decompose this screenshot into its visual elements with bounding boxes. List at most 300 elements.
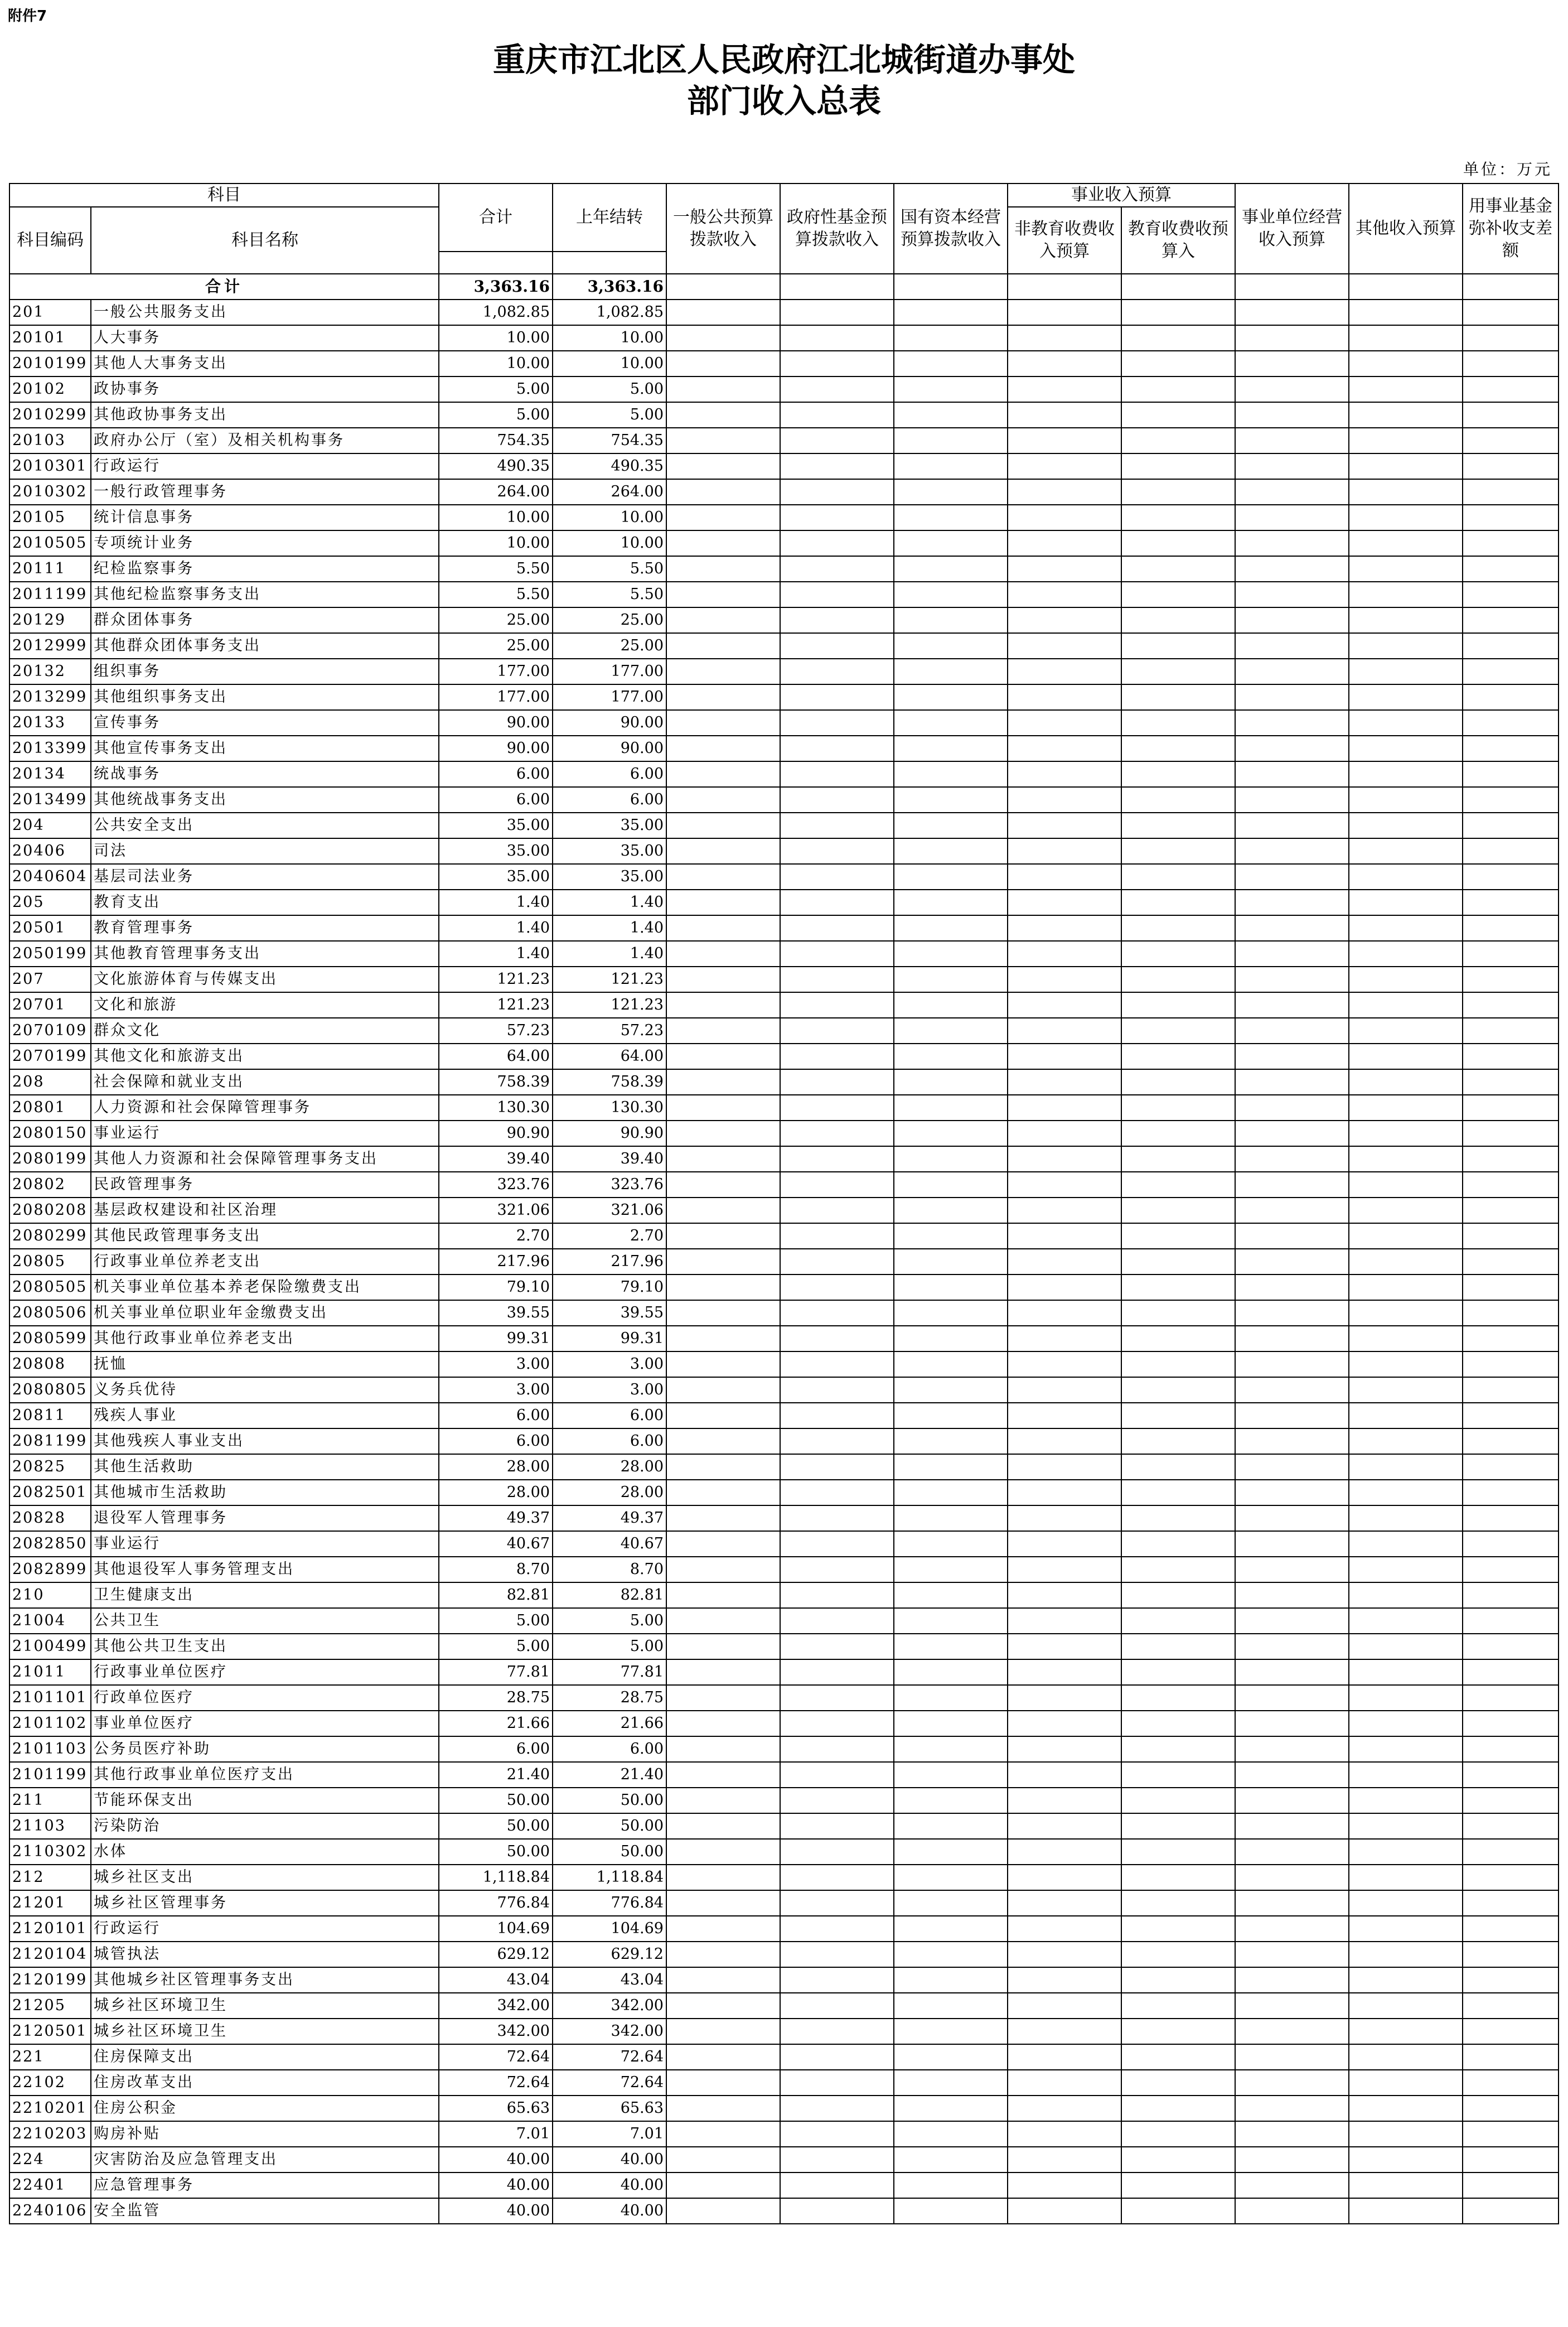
empty-cell	[1463, 1942, 1559, 1967]
empty-cell	[1463, 2019, 1559, 2044]
row-carryover: 90.00	[553, 710, 666, 736]
empty-cell	[1349, 1736, 1463, 1762]
row-total: 342.00	[439, 1993, 553, 2019]
empty-cell	[1349, 556, 1463, 582]
row-total: 3.00	[439, 1351, 553, 1377]
empty-cell	[1121, 864, 1235, 890]
empty-cell	[1349, 1121, 1463, 1146]
empty-cell	[1235, 607, 1349, 633]
row-name: 其他城市生活救助	[91, 1480, 439, 1505]
empty-cell	[1235, 787, 1349, 813]
row-name: 其他文化和旅游支出	[91, 1044, 439, 1069]
empty-cell	[1121, 1018, 1235, 1044]
empty-cell	[1349, 1095, 1463, 1121]
empty-cell	[1463, 915, 1559, 941]
empty-cell	[1235, 402, 1349, 428]
empty-cell	[894, 1685, 1008, 1711]
row-code: 2100499	[9, 1634, 91, 1659]
header-edu: 教育收费收预算入	[1121, 207, 1235, 274]
empty-cell	[1349, 1044, 1463, 1069]
empty-cell	[1235, 1249, 1349, 1274]
row-carryover: 82.81	[553, 1582, 666, 1608]
row-total: 28.00	[439, 1480, 553, 1505]
empty-cell	[1349, 941, 1463, 967]
table-row	[9, 607, 1559, 633]
empty-cell	[780, 1942, 894, 1967]
table-row	[9, 736, 1559, 761]
empty-cell	[780, 864, 894, 890]
row-name: 纪检监察事务	[91, 556, 439, 582]
empty-cell	[1121, 633, 1235, 659]
empty-cell	[780, 556, 894, 582]
row-carryover: 177.00	[553, 684, 666, 710]
empty-cell	[1463, 1428, 1559, 1454]
table-row	[9, 1044, 1559, 1069]
row-name: 公共卫生	[91, 1608, 439, 1634]
row-code: 2040604	[9, 864, 91, 890]
empty-cell	[1349, 1403, 1463, 1428]
empty-cell	[1349, 710, 1463, 736]
row-name: 义务兵优待	[91, 1377, 439, 1403]
empty-cell	[780, 1403, 894, 1428]
row-carryover: 6.00	[553, 1403, 666, 1428]
empty-cell	[894, 1634, 1008, 1659]
empty-cell	[1008, 787, 1121, 813]
empty-cell	[1235, 710, 1349, 736]
empty-cell	[1121, 2019, 1235, 2044]
row-total: 321.06	[439, 1198, 553, 1223]
empty-cell	[1235, 1582, 1349, 1608]
empty-cell	[1349, 761, 1463, 787]
empty-cell	[1349, 2147, 1463, 2172]
empty-cell	[894, 838, 1008, 864]
empty-cell	[1463, 1403, 1559, 1428]
empty-cell	[1121, 684, 1235, 710]
empty-cell	[894, 1018, 1008, 1044]
empty-cell	[894, 915, 1008, 941]
empty-cell	[666, 2096, 780, 2121]
row-name: 人大事务	[91, 325, 439, 351]
row-carryover: 754.35	[553, 428, 666, 453]
empty-cell	[1008, 1711, 1121, 1736]
empty-cell	[1463, 1916, 1559, 1942]
empty-cell	[666, 2172, 780, 2198]
empty-cell	[666, 1762, 780, 1788]
income-summary-table	[9, 183, 1559, 2224]
empty-cell	[894, 633, 1008, 659]
table-row	[9, 1736, 1559, 1762]
row-carryover: 39.55	[553, 1300, 666, 1326]
row-carryover: 7.01	[553, 2121, 666, 2147]
empty-cell	[1121, 1736, 1235, 1762]
empty-cell	[666, 1480, 780, 1505]
table-row	[9, 1351, 1559, 1377]
row-name: 污染防治	[91, 1813, 439, 1839]
empty-cell	[1235, 1326, 1349, 1351]
empty-cell	[1121, 1172, 1235, 1198]
empty-cell	[894, 1916, 1008, 1942]
row-code: 20101	[9, 325, 91, 351]
empty-cell	[1235, 2019, 1349, 2044]
empty-cell	[666, 607, 780, 633]
empty-cell	[780, 274, 894, 300]
empty-cell	[780, 992, 894, 1018]
row-code: 2080506	[9, 1300, 91, 1326]
empty-cell	[1463, 838, 1559, 864]
empty-cell	[1235, 2147, 1349, 2172]
empty-cell	[1235, 2121, 1349, 2147]
empty-cell	[666, 1095, 780, 1121]
empty-cell	[894, 941, 1008, 967]
header-state-capital: 国有资本经营预算拨款收入	[894, 184, 1008, 274]
row-total: 1.40	[439, 915, 553, 941]
table-row	[9, 2044, 1559, 2070]
empty-cell	[1008, 890, 1121, 915]
empty-cell	[1121, 1403, 1235, 1428]
row-carryover: 5.00	[553, 402, 666, 428]
row-total: 28.00	[439, 1454, 553, 1480]
empty-cell	[1235, 838, 1349, 864]
empty-cell	[894, 479, 1008, 505]
row-name: 统战事务	[91, 761, 439, 787]
row-carryover: 629.12	[553, 1942, 666, 1967]
empty-cell	[666, 1788, 780, 1813]
empty-cell	[780, 1326, 894, 1351]
row-total: 104.69	[439, 1916, 553, 1942]
empty-cell	[1121, 1069, 1235, 1095]
table-row	[9, 2198, 1559, 2224]
empty-cell	[780, 1865, 894, 1890]
empty-cell	[1121, 1634, 1235, 1659]
empty-cell	[1008, 1942, 1121, 1967]
empty-cell	[666, 2198, 780, 2224]
empty-cell	[780, 505, 894, 530]
empty-cell	[1235, 915, 1349, 941]
empty-cell	[1008, 1044, 1121, 1069]
row-carryover: 776.84	[553, 1890, 666, 1916]
row-total: 1,118.84	[439, 1865, 553, 1890]
row-name: 其他民政管理事务支出	[91, 1223, 439, 1249]
empty-cell	[1349, 300, 1463, 325]
empty-cell	[1349, 1993, 1463, 2019]
empty-cell	[1008, 838, 1121, 864]
empty-cell	[1349, 915, 1463, 941]
empty-cell	[666, 582, 780, 607]
empty-cell	[1463, 1659, 1559, 1685]
empty-cell	[1008, 1428, 1121, 1454]
row-total: 121.23	[439, 992, 553, 1018]
empty-cell	[1008, 1557, 1121, 1582]
empty-cell	[780, 1198, 894, 1223]
empty-cell	[894, 967, 1008, 992]
row-carryover: 3.00	[553, 1351, 666, 1377]
row-code: 20808	[9, 1351, 91, 1377]
row-code: 20132	[9, 659, 91, 684]
empty-cell	[1008, 1608, 1121, 1634]
empty-cell	[894, 710, 1008, 736]
empty-cell	[1008, 1300, 1121, 1326]
empty-cell	[1008, 1839, 1121, 1865]
empty-cell	[666, 1634, 780, 1659]
empty-cell	[1235, 1659, 1349, 1685]
empty-cell	[1463, 1711, 1559, 1736]
empty-cell	[666, 1582, 780, 1608]
total-label: 合计	[9, 274, 439, 300]
empty-cell	[894, 787, 1008, 813]
empty-cell	[1121, 505, 1235, 530]
empty-cell	[1463, 376, 1559, 402]
empty-cell	[894, 1069, 1008, 1095]
row-total: 72.64	[439, 2070, 553, 2096]
table-row	[9, 890, 1559, 915]
row-code: 221	[9, 2044, 91, 2070]
row-carryover: 21.40	[553, 1762, 666, 1788]
row-name: 文化旅游体育与传媒支出	[91, 967, 439, 992]
row-name: 城乡社区支出	[91, 1865, 439, 1890]
row-total: 10.00	[439, 325, 553, 351]
empty-cell	[1121, 2070, 1235, 2096]
empty-cell	[780, 351, 894, 376]
empty-cell	[666, 761, 780, 787]
empty-cell	[780, 967, 894, 992]
empty-cell	[894, 1993, 1008, 2019]
row-code: 2240106	[9, 2198, 91, 2224]
row-carryover: 72.64	[553, 2044, 666, 2070]
empty-cell	[666, 1531, 780, 1557]
empty-cell	[780, 2070, 894, 2096]
empty-cell	[1008, 1198, 1121, 1223]
row-code: 2120101	[9, 1916, 91, 1942]
empty-cell	[1235, 1685, 1349, 1711]
empty-cell	[1463, 1300, 1559, 1326]
empty-cell	[666, 710, 780, 736]
row-carryover: 50.00	[553, 1813, 666, 1839]
empty-cell	[666, 2147, 780, 2172]
header-other: 其他收入预算	[1349, 184, 1463, 274]
row-carryover: 79.10	[553, 1274, 666, 1300]
empty-cell	[780, 1993, 894, 2019]
empty-cell	[1349, 1249, 1463, 1274]
empty-cell	[894, 1300, 1008, 1326]
row-total: 65.63	[439, 2096, 553, 2121]
row-carryover: 130.30	[553, 1095, 666, 1121]
row-carryover: 342.00	[553, 2019, 666, 2044]
empty-cell	[666, 1890, 780, 1916]
empty-cell	[1349, 1480, 1463, 1505]
row-name: 一般公共服务支出	[91, 300, 439, 325]
empty-cell	[780, 761, 894, 787]
row-total: 90.90	[439, 1121, 553, 1146]
empty-cell	[1121, 813, 1235, 838]
empty-cell	[1235, 1454, 1349, 1480]
empty-cell	[666, 1121, 780, 1146]
empty-cell	[666, 1916, 780, 1942]
row-total: 130.30	[439, 1095, 553, 1121]
empty-cell	[666, 351, 780, 376]
table-row	[9, 1659, 1559, 1685]
empty-cell	[780, 1223, 894, 1249]
row-total: 40.00	[439, 2147, 553, 2172]
empty-cell	[666, 1069, 780, 1095]
row-total: 323.76	[439, 1172, 553, 1198]
empty-cell	[1121, 1916, 1235, 1942]
empty-cell	[1121, 736, 1235, 761]
row-name: 行政事业单位医疗	[91, 1659, 439, 1685]
empty-cell	[1235, 659, 1349, 684]
empty-cell	[1235, 1557, 1349, 1582]
row-name: 专项统计业务	[91, 530, 439, 556]
table-row	[9, 556, 1559, 582]
row-code: 21103	[9, 1813, 91, 1839]
empty-cell	[1349, 1711, 1463, 1736]
empty-cell	[1463, 1762, 1559, 1788]
row-name: 民政管理事务	[91, 1172, 439, 1198]
empty-cell	[1235, 1865, 1349, 1890]
empty-cell	[1235, 1788, 1349, 1813]
empty-cell	[1463, 1198, 1559, 1223]
empty-cell	[1008, 607, 1121, 633]
row-total: 77.81	[439, 1659, 553, 1685]
header-carryover: 上年结转	[553, 184, 666, 252]
empty-cell	[1121, 351, 1235, 376]
empty-cell	[780, 300, 894, 325]
empty-cell	[1008, 1326, 1121, 1351]
row-name: 抚恤	[91, 1351, 439, 1377]
empty-cell	[1463, 710, 1559, 736]
empty-cell	[1121, 1531, 1235, 1557]
empty-cell	[1121, 2198, 1235, 2224]
empty-cell	[666, 659, 780, 684]
table-row	[9, 351, 1559, 376]
row-code: 2080199	[9, 1146, 91, 1172]
empty-cell	[780, 1172, 894, 1198]
empty-cell	[1463, 2121, 1559, 2147]
empty-cell	[780, 1454, 894, 1480]
empty-cell	[1008, 864, 1121, 890]
row-code: 2101102	[9, 1711, 91, 1736]
row-total: 776.84	[439, 1890, 553, 1916]
empty-cell	[1463, 582, 1559, 607]
row-total: 1,082.85	[439, 300, 553, 325]
empty-cell	[1008, 1531, 1121, 1557]
row-total: 21.40	[439, 1762, 553, 1788]
empty-cell	[894, 2147, 1008, 2172]
row-total: 6.00	[439, 1428, 553, 1454]
empty-cell	[780, 941, 894, 967]
empty-cell	[666, 1659, 780, 1685]
row-code: 2210203	[9, 2121, 91, 2147]
row-total: 64.00	[439, 1044, 553, 1069]
empty-cell	[666, 2121, 780, 2147]
empty-cell	[1008, 633, 1121, 659]
row-carryover: 49.37	[553, 1505, 666, 1531]
row-carryover: 35.00	[553, 838, 666, 864]
row-code: 21205	[9, 1993, 91, 2019]
table-row	[9, 376, 1559, 402]
table-row	[9, 1557, 1559, 1582]
empty-cell	[1235, 813, 1349, 838]
row-name: 其他宣传事务支出	[91, 736, 439, 761]
row-total: 40.00	[439, 2172, 553, 2198]
empty-cell	[1008, 2172, 1121, 2198]
empty-cell	[1121, 1685, 1235, 1711]
row-code: 20134	[9, 761, 91, 787]
table-row	[9, 2121, 1559, 2147]
row-name: 群众团体事务	[91, 607, 439, 633]
row-code: 20111	[9, 556, 91, 582]
empty-cell	[1235, 274, 1349, 300]
row-name: 司法	[91, 838, 439, 864]
row-code: 2082899	[9, 1557, 91, 1582]
table-row	[9, 992, 1559, 1018]
empty-cell	[1008, 684, 1121, 710]
row-name: 节能环保支出	[91, 1788, 439, 1813]
row-carryover: 217.96	[553, 1249, 666, 1274]
empty-cell	[1008, 325, 1121, 351]
row-code: 2080505	[9, 1274, 91, 1300]
row-code: 2013499	[9, 787, 91, 813]
empty-cell	[1008, 1634, 1121, 1659]
table-row	[9, 1993, 1559, 2019]
row-name: 组织事务	[91, 659, 439, 684]
empty-cell	[1463, 2198, 1559, 2224]
empty-cell	[1463, 992, 1559, 1018]
row-code: 2210201	[9, 2096, 91, 2121]
row-code: 22401	[9, 2172, 91, 2198]
row-name: 行政事业单位养老支出	[91, 1249, 439, 1274]
empty-cell	[894, 453, 1008, 479]
table-row	[9, 1582, 1559, 1608]
table-row	[9, 1018, 1559, 1044]
empty-cell	[1008, 556, 1121, 582]
empty-cell	[1008, 967, 1121, 992]
empty-cell	[894, 659, 1008, 684]
row-total: 217.96	[439, 1249, 553, 1274]
empty-cell	[1235, 1172, 1349, 1198]
empty-cell	[780, 1377, 894, 1403]
empty-cell	[1008, 2147, 1121, 2172]
empty-cell	[1463, 1018, 1559, 1044]
empty-cell	[1008, 1967, 1121, 1993]
empty-cell	[894, 1146, 1008, 1172]
empty-cell	[894, 2096, 1008, 2121]
empty-cell	[1463, 1044, 1559, 1069]
row-carryover: 40.00	[553, 2147, 666, 2172]
row-code: 22102	[9, 2070, 91, 2096]
empty-cell	[1008, 1685, 1121, 1711]
row-code: 205	[9, 890, 91, 915]
empty-cell	[1349, 2044, 1463, 2070]
empty-cell	[1235, 582, 1349, 607]
row-code: 201	[9, 300, 91, 325]
empty-cell	[1121, 967, 1235, 992]
empty-cell	[1008, 1223, 1121, 1249]
empty-cell	[780, 2198, 894, 2224]
empty-cell	[894, 376, 1008, 402]
empty-cell	[1463, 1531, 1559, 1557]
row-code: 2013399	[9, 736, 91, 761]
empty-cell	[1349, 1454, 1463, 1480]
empty-cell	[780, 659, 894, 684]
empty-cell	[1235, 864, 1349, 890]
empty-cell	[1121, 710, 1235, 736]
table-row	[9, 1198, 1559, 1223]
table-row	[9, 428, 1559, 453]
empty-cell	[666, 505, 780, 530]
empty-cell	[1235, 736, 1349, 761]
empty-cell	[1463, 1685, 1559, 1711]
header-gov-fund: 政府性基金预算拨款收入	[780, 184, 894, 274]
